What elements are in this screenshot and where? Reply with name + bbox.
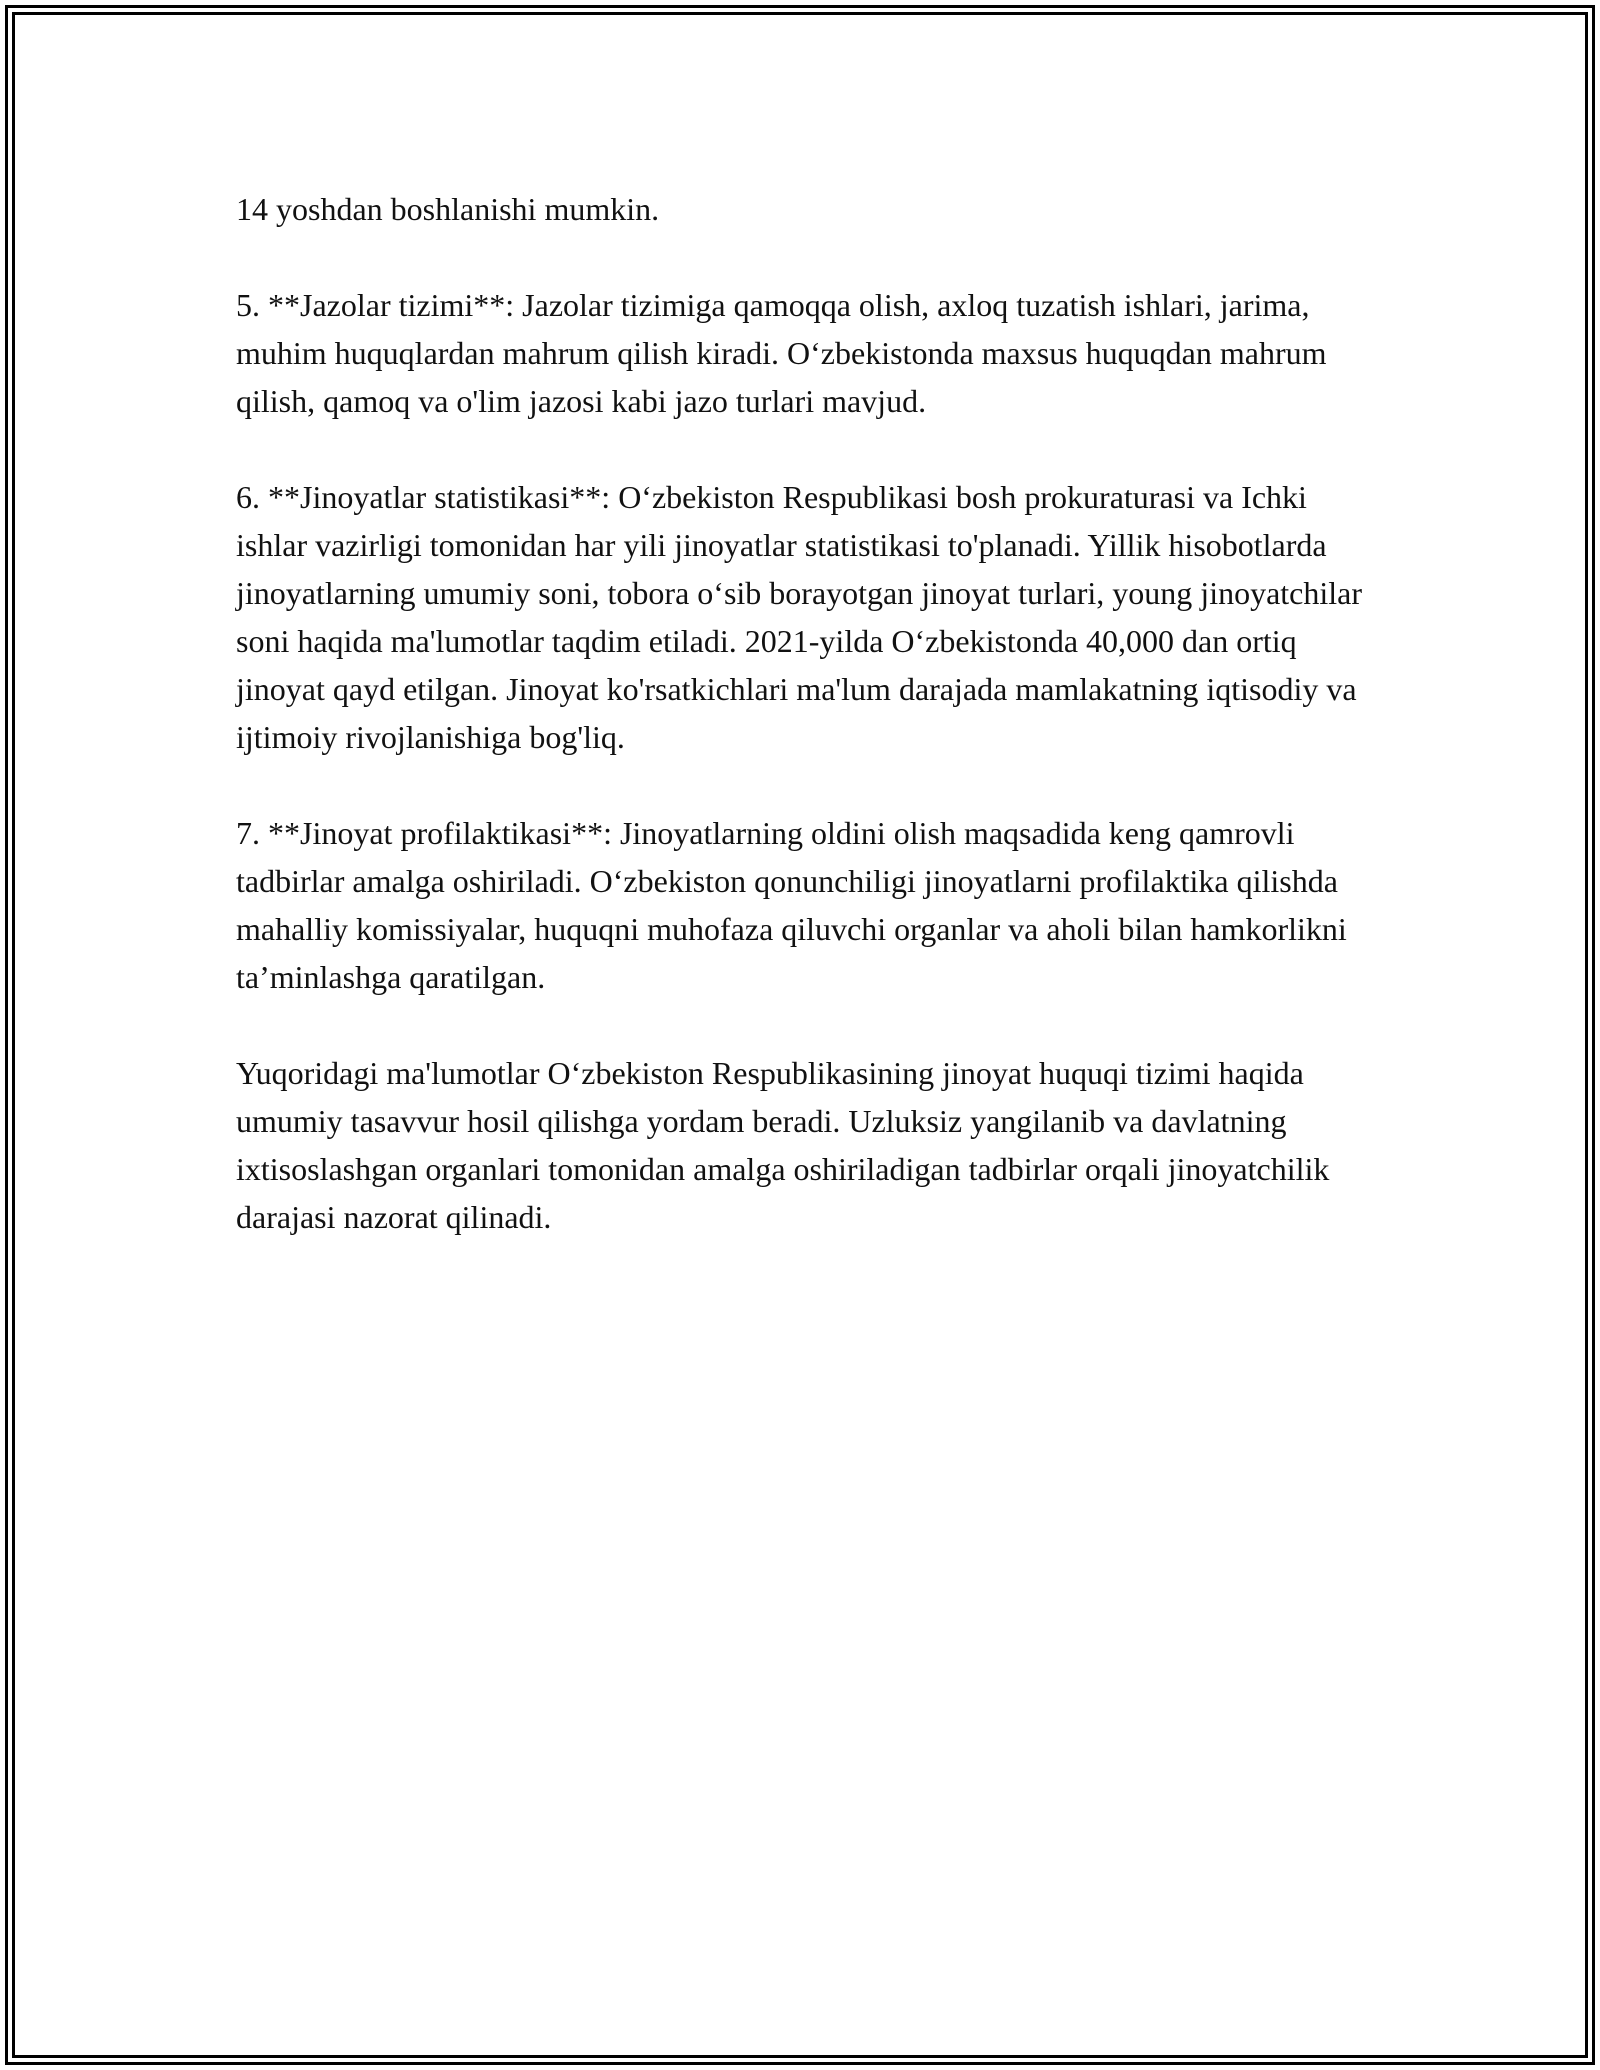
document-body [236,185,1386,1289]
paragraph-penalty-system: 5. **Jazolar tizimi**: Jazolar tizimiga qamoqqa olish, axloq tuzatish ishlari, jarima, muhim huquqlardan mahrum qilish kiradi. O‘zbekistonda maxsus huquqdan mahrum qilish, qamoq va o'lim jazosi kabi jazo turlari mavjud. [236,287,1327,419]
paragraph-conclusion: Yuqoridagi ma'lumotlar O‘zbekiston Respublikasining jinoyat huquqi tizimi haqida umumiy tasavvur hosil qilishga yordam beradi. Uzluksiz yangilanib va davlatning ixtisoslashgan organlari tomonidan amalga oshiriladigan tadbirlar orqali jinoyatchilik darajasi nazorat qilinadi. [236,1055,1330,1235]
paragraph-continuation: 14 yoshdan boshlanishi mumkin. [236,191,660,227]
paragraph-crime-statistics: 6. **Jinoyatlar statistikasi**: O‘zbekiston Respublikasi bosh prokuraturasi va Ichki ishlar vazirligi tomonidan har yili jinoyatlar statistikasi to'planadi. Yillik hisobotlarda jinoyatlarning umumiy soni, tobora o‘sib borayotgan jinoyat turlari, young jinoyatchilar soni haqida ma'lumotlar taqdim etiladi. 2021-yilda O‘zbekistonda 40,000 dan ortiq jinoyat qayd etilgan. Jinoyat ko'rsatkichlari ma'lum darajada mamlakatning iqtisodiy va ijtimoiy rivojlanishiga bog'liq. [236,479,1363,755]
paragraph-crime-prevention: 7. **Jinoyat profilaktikasi**: Jinoyatlarning oldini olish maqsadida keng qamrovli tadbirlar amalga oshiriladi. O‘zbekiston qonunchiligi jinoyatlarni profilaktika qilishda mahalliy komissiyalar, huquqni muhofaza qiluvchi organlar va aholi bilan hamkorlikni ta’minlashga qaratilgan. [236,815,1347,995]
